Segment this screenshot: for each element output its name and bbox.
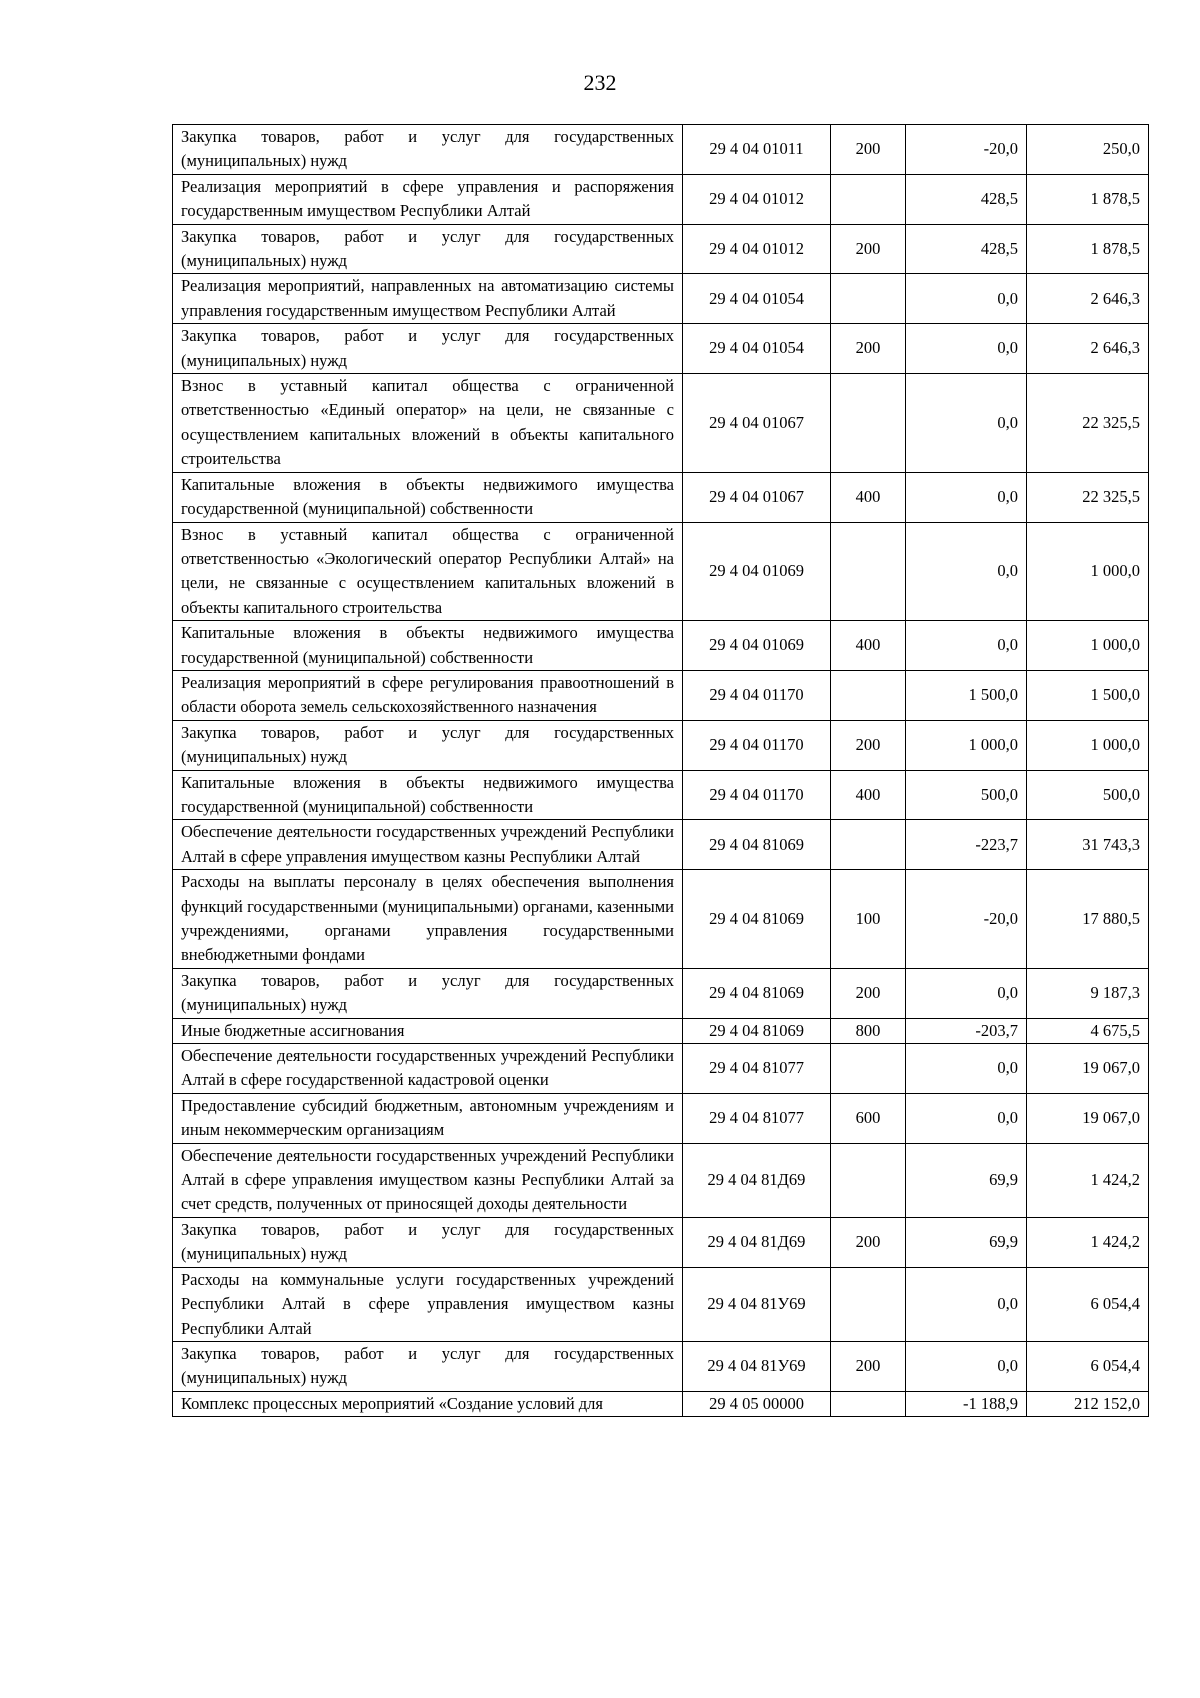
amount-total: 1 424,2 <box>1027 1217 1149 1267</box>
table-row <box>173 820 1149 870</box>
amount-total: 1 000,0 <box>1027 720 1149 770</box>
expense-type-code: 200 <box>831 720 906 770</box>
amount-total: 22 325,5 <box>1027 472 1149 522</box>
expense-type-code <box>831 1391 906 1416</box>
target-article-code: 29 4 04 81069 <box>683 968 831 1018</box>
amount-change: 0,0 <box>906 472 1027 522</box>
target-article-code: 29 4 04 81У69 <box>683 1341 831 1391</box>
expense-description: Капитальные вложения в объекты недвижимого имущества государственной (муниципальной) собственности <box>173 621 683 671</box>
amount-total: 500,0 <box>1027 770 1149 820</box>
table-row <box>173 870 1149 969</box>
amount-total: 9 187,3 <box>1027 968 1149 1018</box>
table-row <box>173 1093 1149 1143</box>
target-article-code: 29 4 04 01054 <box>683 324 831 374</box>
expense-description: Реализация мероприятий, направленных на автоматизацию системы управления государственным имуществом Республики Алтай <box>173 274 683 324</box>
target-article-code: 29 4 04 01170 <box>683 770 831 820</box>
table-row <box>173 274 1149 324</box>
amount-change: 428,5 <box>906 224 1027 274</box>
amount-change: -223,7 <box>906 820 1027 870</box>
table-row <box>173 1267 1149 1341</box>
table-row <box>173 670 1149 720</box>
expense-description: Иные бюджетные ассигнования <box>173 1018 683 1043</box>
table-row <box>173 1143 1149 1217</box>
table-row <box>173 1391 1149 1416</box>
amount-change: 0,0 <box>906 1267 1027 1341</box>
target-article-code: 29 4 04 81Д69 <box>683 1143 831 1217</box>
amount-total: 2 646,3 <box>1027 324 1149 374</box>
expense-type-code <box>831 522 906 621</box>
expense-type-code: 200 <box>831 1217 906 1267</box>
expense-type-code: 200 <box>831 968 906 1018</box>
amount-total: 31 743,3 <box>1027 820 1149 870</box>
table-row <box>173 522 1149 621</box>
table-row <box>173 720 1149 770</box>
expense-type-code: 100 <box>831 870 906 969</box>
amount-change: -20,0 <box>906 125 1027 175</box>
amount-total: 1 424,2 <box>1027 1143 1149 1217</box>
amount-change: 428,5 <box>906 174 1027 224</box>
target-article-code: 29 4 04 81069 <box>683 820 831 870</box>
expense-description: Обеспечение деятельности государственных учреждений Республики Алтай в сфере управления имуществом казны Республики Алтай <box>173 820 683 870</box>
expense-type-code <box>831 1143 906 1217</box>
target-article-code: 29 4 05 00000 <box>683 1391 831 1416</box>
expense-type-code: 600 <box>831 1093 906 1143</box>
expense-type-code <box>831 274 906 324</box>
expense-description: Обеспечение деятельности государственных учреждений Республики Алтай в сфере управления имуществом казны Республики Алтай за счет средств, полученных от приносящей доходы деятельности <box>173 1143 683 1217</box>
table-row <box>173 1217 1149 1267</box>
target-article-code: 29 4 04 81069 <box>683 1018 831 1043</box>
expense-type-code: 200 <box>831 1341 906 1391</box>
expense-type-code: 400 <box>831 770 906 820</box>
expense-type-code <box>831 1267 906 1341</box>
expense-description: Капитальные вложения в объекты недвижимого имущества государственной (муниципальной) собственности <box>173 770 683 820</box>
expense-description: Реализация мероприятий в сфере управления и распоряжения государственным имуществом Республики Алтай <box>173 174 683 224</box>
expense-description: Закупка товаров, работ и услуг для государственных (муниципальных) нужд <box>173 720 683 770</box>
target-article-code: 29 4 04 81Д69 <box>683 1217 831 1267</box>
target-article-code: 29 4 04 01170 <box>683 720 831 770</box>
expense-description: Взнос в уставный капитал общества с ограниченной ответственностью «Экологический оператор Республики Алтай» на цели, не связанные с осуществлением капитальных вложений в объекты капитального строительства <box>173 522 683 621</box>
amount-change: 0,0 <box>906 374 1027 473</box>
target-article-code: 29 4 04 01067 <box>683 374 831 473</box>
amount-total: 1 000,0 <box>1027 621 1149 671</box>
table-row <box>173 174 1149 224</box>
target-article-code: 29 4 04 01012 <box>683 224 831 274</box>
amount-change: 0,0 <box>906 621 1027 671</box>
page-number: 232 <box>583 70 617 95</box>
table-row <box>173 770 1149 820</box>
expense-type-code: 400 <box>831 472 906 522</box>
expense-type-code <box>831 820 906 870</box>
target-article-code: 29 4 04 01069 <box>683 522 831 621</box>
table-row <box>173 324 1149 374</box>
amount-change: 500,0 <box>906 770 1027 820</box>
expense-description: Закупка товаров, работ и услуг для государственных (муниципальных) нужд <box>173 224 683 274</box>
expense-type-code: 400 <box>831 621 906 671</box>
target-article-code: 29 4 04 01069 <box>683 621 831 671</box>
target-article-code: 29 4 04 01012 <box>683 174 831 224</box>
amount-total: 2 646,3 <box>1027 274 1149 324</box>
amount-change: 0,0 <box>906 324 1027 374</box>
expense-type-code <box>831 374 906 473</box>
amount-change: 69,9 <box>906 1143 1027 1217</box>
amount-total: 1 878,5 <box>1027 224 1149 274</box>
target-article-code: 29 4 04 81У69 <box>683 1267 831 1341</box>
amount-change: 0,0 <box>906 1341 1027 1391</box>
amount-change: -203,7 <box>906 1018 1027 1043</box>
amount-total: 19 067,0 <box>1027 1093 1149 1143</box>
expense-description: Закупка товаров, работ и услуг для государственных (муниципальных) нужд <box>173 324 683 374</box>
table-row <box>173 1341 1149 1391</box>
expense-description: Расходы на выплаты персоналу в целях обеспечения выполнения функций государственными (муниципальными) органами, казенными учреждениями, органами управления государственными внебюджетными фондами <box>173 870 683 969</box>
amount-total: 19 067,0 <box>1027 1044 1149 1094</box>
expense-type-code: 200 <box>831 125 906 175</box>
budget-table-body <box>173 125 1149 1417</box>
expense-type-code <box>831 174 906 224</box>
amount-change: 1 500,0 <box>906 670 1027 720</box>
expense-type-code: 200 <box>831 224 906 274</box>
amount-change: 0,0 <box>906 968 1027 1018</box>
amount-change: 1 000,0 <box>906 720 1027 770</box>
amount-total: 22 325,5 <box>1027 374 1149 473</box>
table-row <box>173 125 1149 175</box>
amount-change: 0,0 <box>906 1093 1027 1143</box>
expense-description: Комплекс процессных мероприятий «Создание условий для <box>173 1391 683 1416</box>
amount-change: 0,0 <box>906 1044 1027 1094</box>
amount-total: 212 152,0 <box>1027 1391 1149 1416</box>
table-row <box>173 472 1149 522</box>
expense-description: Закупка товаров, работ и услуг для государственных (муниципальных) нужд <box>173 968 683 1018</box>
expense-description: Обеспечение деятельности государственных учреждений Республики Алтай в сфере государственной кадастровой оценки <box>173 1044 683 1094</box>
amount-total: 4 675,5 <box>1027 1018 1149 1043</box>
amount-change: -20,0 <box>906 870 1027 969</box>
table-row <box>173 374 1149 473</box>
expense-type-code <box>831 1044 906 1094</box>
expense-description: Расходы на коммунальные услуги государственных учреждений Республики Алтай в сфере управления имуществом казны Республики Алтай <box>173 1267 683 1341</box>
target-article-code: 29 4 04 01054 <box>683 274 831 324</box>
expense-description: Закупка товаров, работ и услуг для государственных (муниципальных) нужд <box>173 125 683 175</box>
table-row <box>173 621 1149 671</box>
table-row <box>173 1018 1149 1043</box>
amount-change: 69,9 <box>906 1217 1027 1267</box>
expense-description: Взнос в уставный капитал общества с ограниченной ответственностью «Единый оператор» на цели, не связанные с осуществлением капитальных вложений в объекты капитального строительства <box>173 374 683 473</box>
target-article-code: 29 4 04 81069 <box>683 870 831 969</box>
amount-change: 0,0 <box>906 274 1027 324</box>
amount-total: 1 878,5 <box>1027 174 1149 224</box>
amount-total: 6 054,4 <box>1027 1341 1149 1391</box>
expense-type-code: 800 <box>831 1018 906 1043</box>
table-row <box>173 1044 1149 1094</box>
budget-table <box>172 124 1149 1417</box>
table-row <box>173 224 1149 274</box>
amount-total: 250,0 <box>1027 125 1149 175</box>
expense-description: Закупка товаров, работ и услуг для государственных (муниципальных) нужд <box>173 1217 683 1267</box>
expense-description: Капитальные вложения в объекты недвижимого имущества государственной (муниципальной) собственности <box>173 472 683 522</box>
amount-change: 0,0 <box>906 522 1027 621</box>
amount-total: 1 500,0 <box>1027 670 1149 720</box>
expense-description: Реализация мероприятий в сфере регулирования правоотношений в области оборота земель сельскохозяйственного назначения <box>173 670 683 720</box>
target-article-code: 29 4 04 01011 <box>683 125 831 175</box>
expense-description: Закупка товаров, работ и услуг для государственных (муниципальных) нужд <box>173 1341 683 1391</box>
expense-description: Предоставление субсидий бюджетным, автономным учреждениям и иным некоммерческим организациям <box>173 1093 683 1143</box>
target-article-code: 29 4 04 01170 <box>683 670 831 720</box>
expense-type-code <box>831 670 906 720</box>
amount-total: 1 000,0 <box>1027 522 1149 621</box>
amount-total: 6 054,4 <box>1027 1267 1149 1341</box>
target-article-code: 29 4 04 81077 <box>683 1044 831 1094</box>
expense-type-code: 200 <box>831 324 906 374</box>
amount-total: 17 880,5 <box>1027 870 1149 969</box>
target-article-code: 29 4 04 01067 <box>683 472 831 522</box>
amount-change: -1 188,9 <box>906 1391 1027 1416</box>
target-article-code: 29 4 04 81077 <box>683 1093 831 1143</box>
table-row <box>173 968 1149 1018</box>
